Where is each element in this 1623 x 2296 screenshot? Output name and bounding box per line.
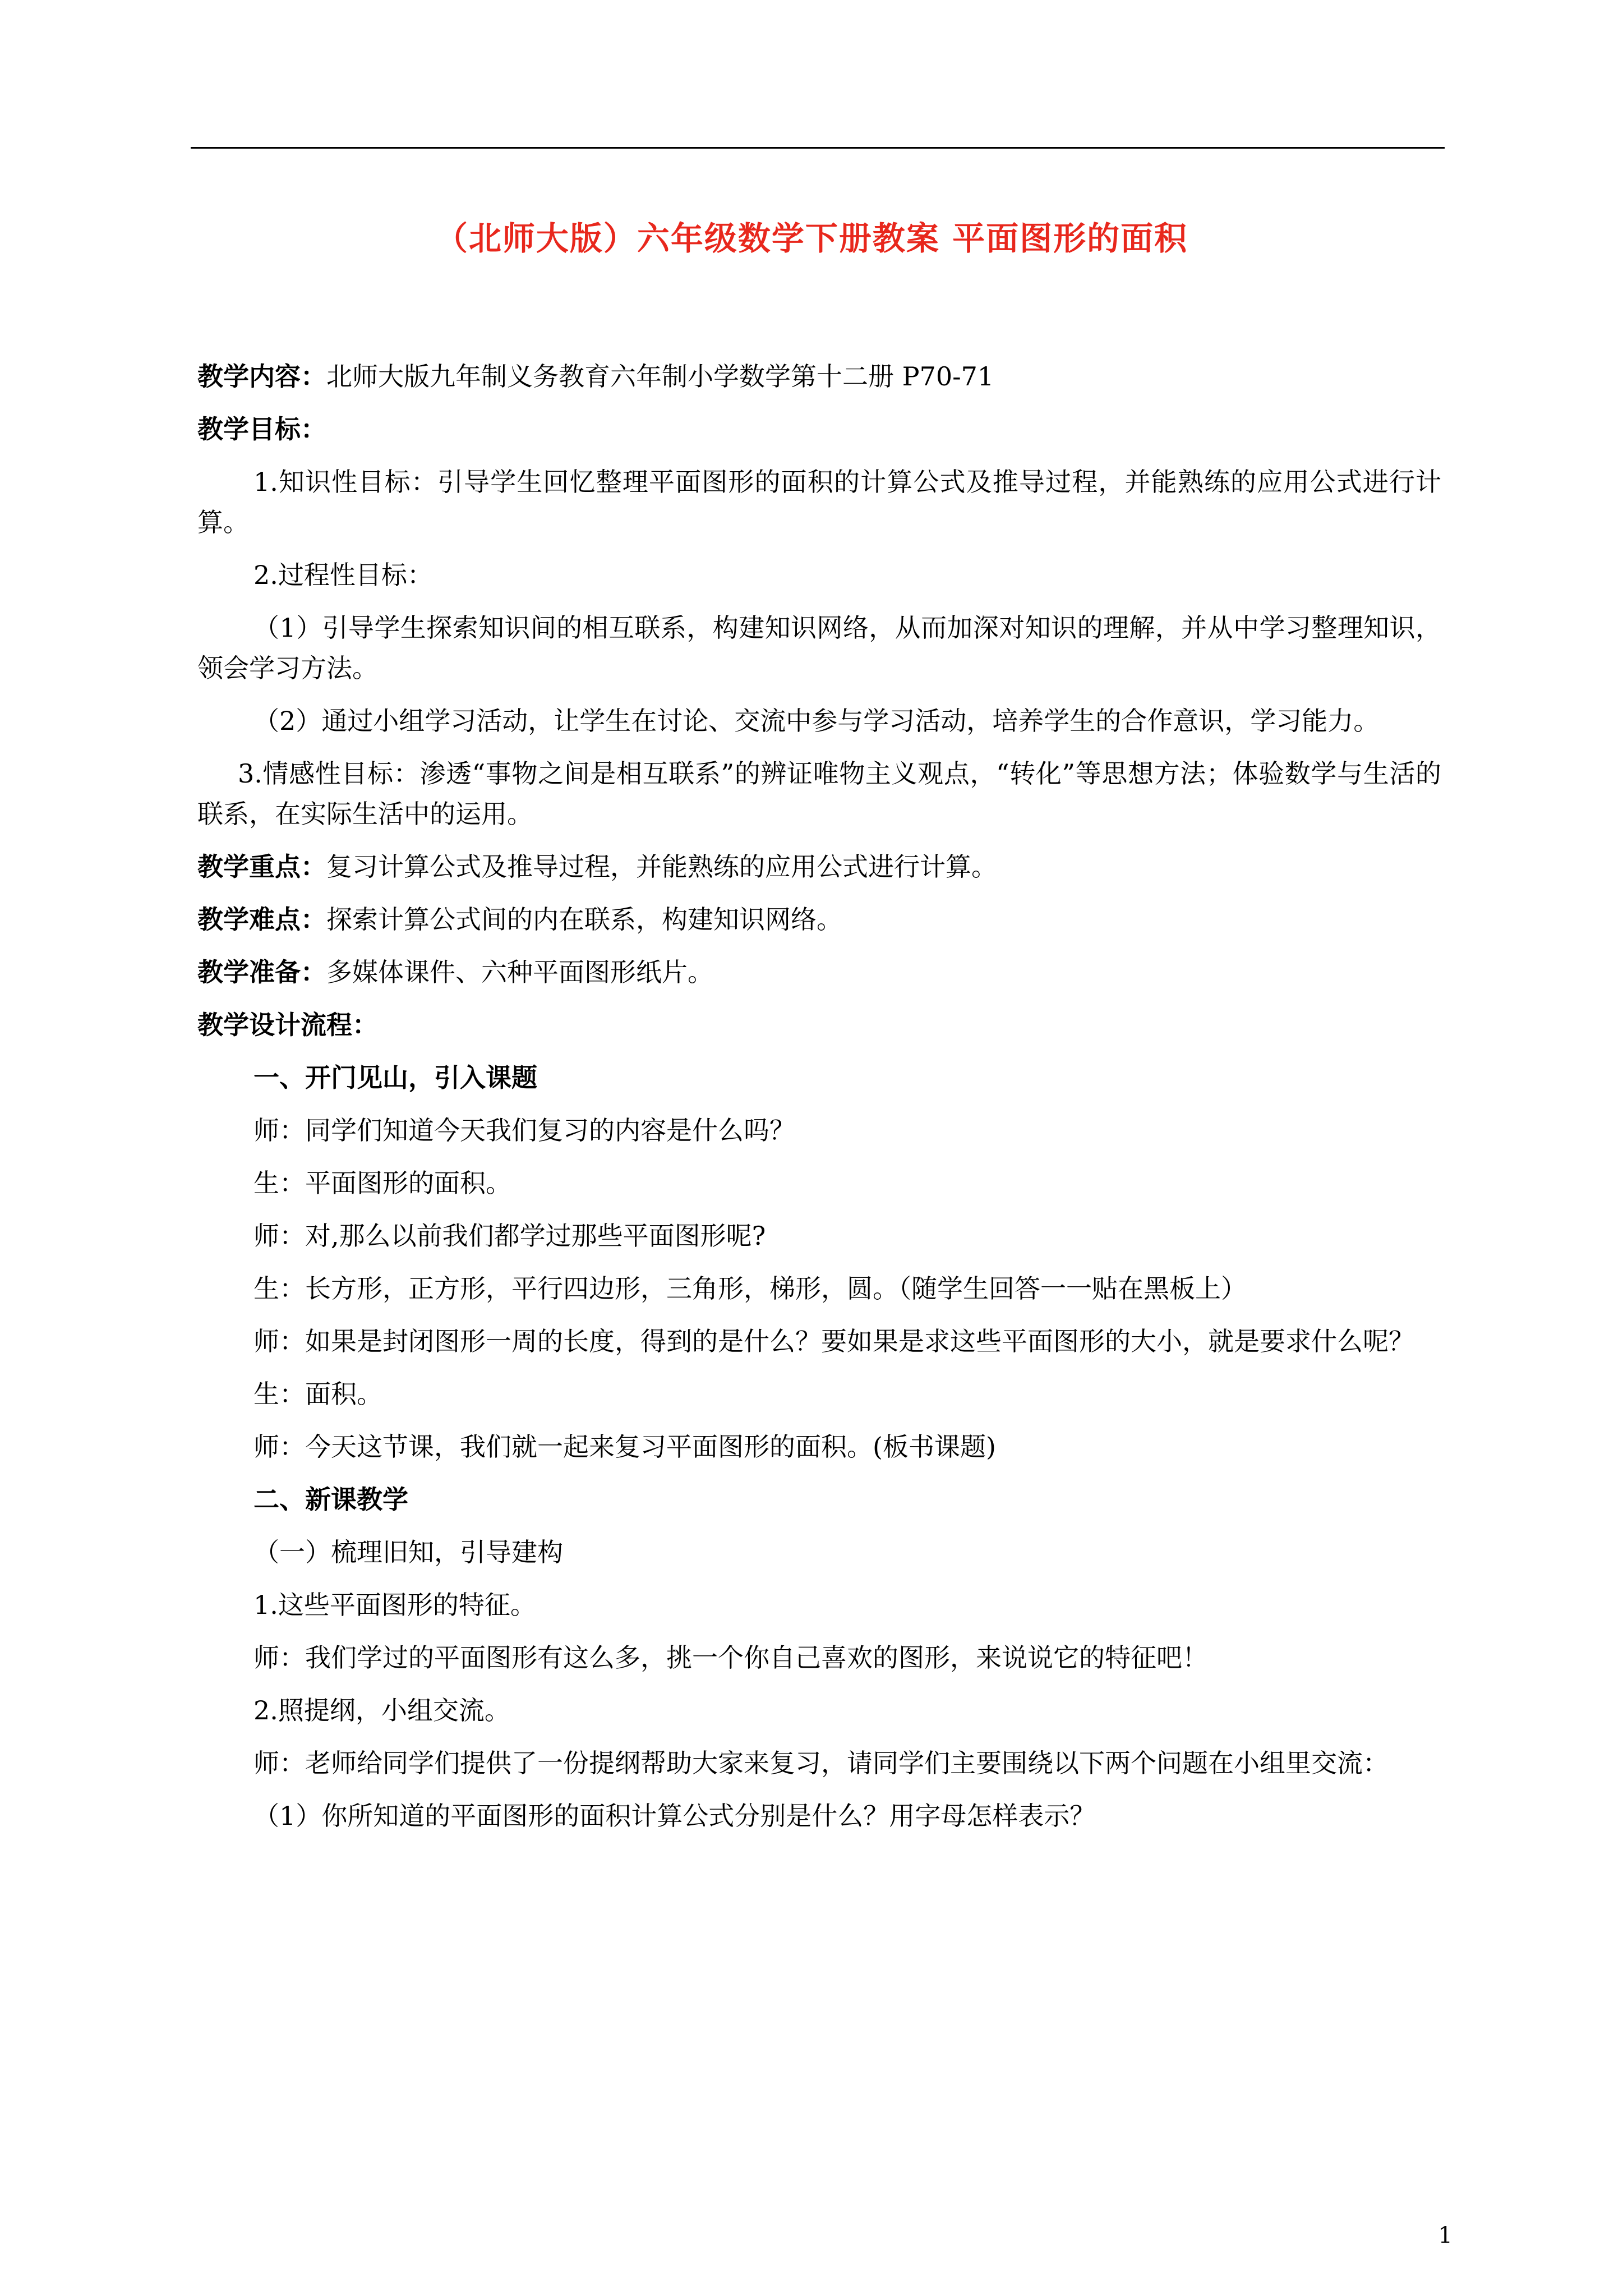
- preparation-label: 教学准备：: [197, 957, 326, 987]
- teaching-content-line: [197, 356, 1441, 397]
- design-flow-label: 教学设计流程：: [197, 1010, 378, 1040]
- subsection-heading: （一）梳理旧知，引导建构: [253, 1537, 563, 1567]
- dialogue-line: 生：长方形，正方形，平行四边形，三角形，梯形，圆。（随学生回答一一贴在黑板上）: [253, 1273, 1247, 1304]
- objective-knowledge: 1.知识性目标：引导学生回忆整理平面图形的面积的计算公式及推导过程，并能熟练的应用公式进行计算。: [197, 467, 1441, 537]
- objective-process: 2.过程性目标：: [253, 560, 433, 590]
- dialogue-line: 师：对,那么以前我们都学过那些平面图形呢?: [253, 1221, 766, 1251]
- question-line: （1）你所知道的平面图形的面积计算公式分别是什么？用字母怎样表示？: [253, 1801, 1096, 1831]
- key-points-label: 教学重点：: [197, 852, 326, 882]
- dialogue-line: 师：我们学过的平面图形有这么多，挑一个你自己喜欢的图形，来说说它的特征吧！: [253, 1642, 1208, 1673]
- objective-process-1: （1）引导学生探索知识间的相互联系，构建知识网络，从而加深对知识的理解，并从中学习整理知识，领会学习方法。: [197, 613, 1441, 683]
- document-body: [197, 356, 1441, 1848]
- key-points-line: [197, 846, 1441, 887]
- teaching-content-text: 北师大版九年制义务教育六年制小学数学第十二册 P70-71: [326, 361, 994, 392]
- dialogue-line: 师：今天这节课，我们就一起来复习平面图形的面积。(板书课题): [253, 1432, 996, 1462]
- dialogue-line: 生：平面图形的面积。: [253, 1168, 511, 1198]
- page-number: 1: [1438, 2223, 1453, 2248]
- step-line: 1.这些平面图形的特征。: [253, 1590, 536, 1620]
- dialogue-line: 师：老师给同学们提供了一份提纲帮助大家来复习，请同学们主要围绕以下两个问题在小组里交流：: [253, 1748, 1389, 1778]
- difficult-points-text: 探索计算公式间的内在联系，构建知识网络。: [326, 904, 842, 935]
- objective-process-2: （2）通过小组学习活动，让学生在讨论、交流中参与学习活动，培养学生的合作意识，学习能力。: [253, 706, 1380, 736]
- objective-emotion: 3.情感性目标：渗透“事物之间是相互联系”的辨证唯物主义观点，“转化”等思想方法；体验数学与生活的联系，在实际生活中的运用。: [197, 758, 1441, 829]
- step-line: 2.照提纲，小组交流。: [253, 1695, 510, 1726]
- section-2-heading: 二、新课教学: [253, 1484, 408, 1515]
- section-1-heading: 一、开门见山，引入课题: [253, 1062, 537, 1093]
- teaching-content-label: 教学内容：: [197, 361, 326, 392]
- teaching-objectives-label: 教学目标：: [197, 414, 326, 444]
- difficult-points-label: 教学难点：: [197, 904, 326, 935]
- header-rule: [191, 147, 1445, 149]
- key-points-text: 复习计算公式及推导过程，并能熟练的应用公式进行计算。: [326, 852, 997, 882]
- dialogue-line: 生：面积。: [253, 1379, 382, 1409]
- dialogue-line: 师：如果是封闭图形一周的长度，得到的是什么？要如果是求这些平面图形的大小，就是要求什么呢？: [253, 1326, 1414, 1356]
- dialogue-line: 师：同学们知道今天我们复习的内容是什么吗？: [253, 1115, 795, 1145]
- preparation-text: 多媒体课件、六种平面图形纸片。: [326, 957, 713, 987]
- preparation-line: [197, 952, 1441, 992]
- document-title: （北师大版）六年级数学下册教案 平面图形的面积: [435, 219, 1188, 257]
- design-flow-line: [197, 1005, 1441, 1045]
- teaching-objectives-line: [197, 409, 1441, 449]
- difficult-points-line: [197, 899, 1441, 940]
